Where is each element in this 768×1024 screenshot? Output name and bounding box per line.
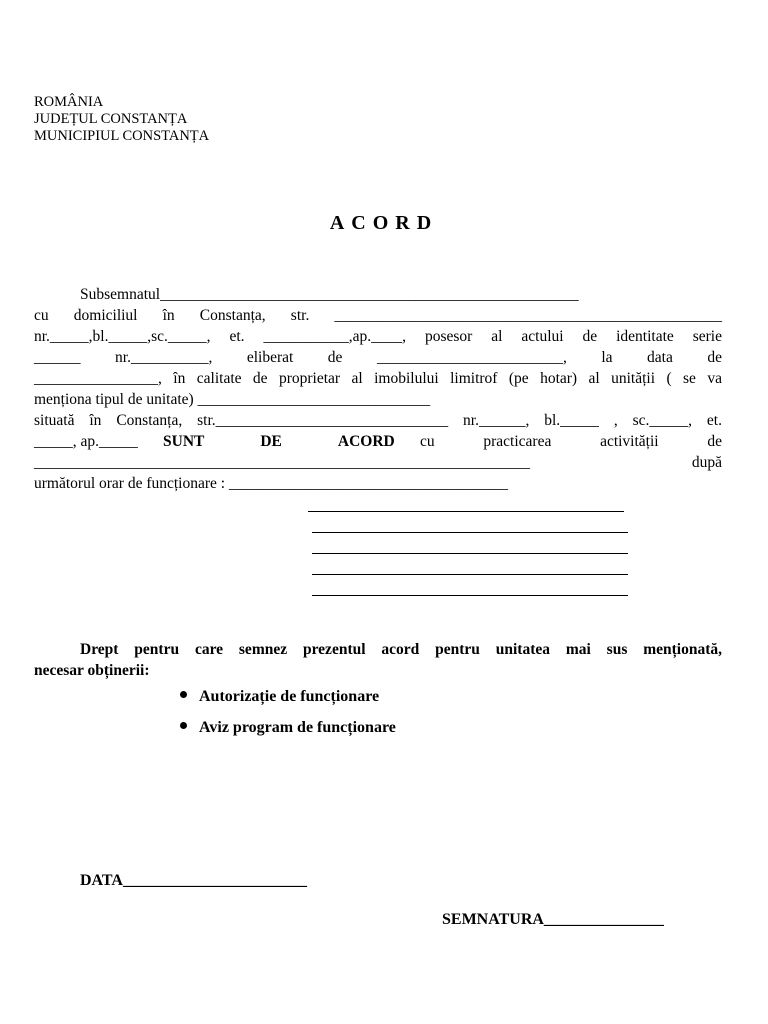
header-county: JUDEȚUL CONSTANȚA xyxy=(34,111,188,127)
schedule-blank-line xyxy=(312,595,628,596)
activity-word: după xyxy=(691,454,722,471)
header-municipality: MUNICIPIUL CONSTANȚA xyxy=(34,128,210,144)
schedule-blank-line xyxy=(308,511,624,512)
schedule-blank-line xyxy=(312,532,628,533)
date-field: DATA_______________________ xyxy=(80,872,307,889)
signature-field: SEMNATURA_______________ xyxy=(442,911,664,928)
owner-line: ________________, în calitate de proprietar al imobilului limitrof (pe hotar) al unității ( se va xyxy=(34,370,722,387)
activity-line xyxy=(34,452,722,473)
unit-type-line: menționa tipul de unitate) ______________________________ xyxy=(34,391,431,408)
street-blank: __________________________________________________ xyxy=(334,307,722,324)
activity-blank: ________________________________________________________________ xyxy=(34,454,530,471)
agreement-statement: SUNT DE ACORD xyxy=(163,433,395,450)
apartment-blank: _____, ap._____ xyxy=(34,433,138,450)
address-word: cu xyxy=(34,307,49,324)
schedule-blank-line xyxy=(312,574,628,575)
location-line: situată în Constanța, str.______________________________ nr.______, bl._____ , sc._____, et. xyxy=(34,412,722,429)
schedule-line: următorul orar de funcționare : ____________________________________ xyxy=(34,475,508,492)
id-line: nr._____,bl._____,sc._____, et. ___________,ap.____, posesor al actului de identitate serie xyxy=(34,328,722,345)
bullet-authorization xyxy=(180,688,379,706)
address-word: domiciliul xyxy=(73,307,138,324)
schedule-blank-line xyxy=(312,553,628,554)
bullet-icon xyxy=(180,691,187,698)
address-word: str. xyxy=(290,307,310,324)
address-word: Constanța, xyxy=(199,307,266,324)
issued-line: ______ nr.__________, eliberat de ________________________, la data de xyxy=(34,349,722,366)
header-country: ROMÂNIA xyxy=(34,94,104,110)
address-line xyxy=(34,305,722,326)
bullet-icon xyxy=(180,722,187,729)
bullet-text: Aviz program de funcționare xyxy=(199,719,396,736)
closing-line-1: Drept pentru care semnez prezentul acord pentru unitatea mai sus menționată, xyxy=(80,641,722,658)
address-word: în xyxy=(162,307,175,324)
bullet-schedule-approval xyxy=(180,719,396,737)
subsemnatul-line: Subsemnatul______________________________________________________ xyxy=(80,286,579,303)
bullet-text: Autorizație de funcționare xyxy=(199,688,380,705)
agreement-line xyxy=(34,431,722,452)
closing-line-2: necesar obținerii: xyxy=(34,662,150,679)
document-title: ACORD xyxy=(329,212,439,234)
activity-text: cu practicarea activității de xyxy=(419,433,722,450)
